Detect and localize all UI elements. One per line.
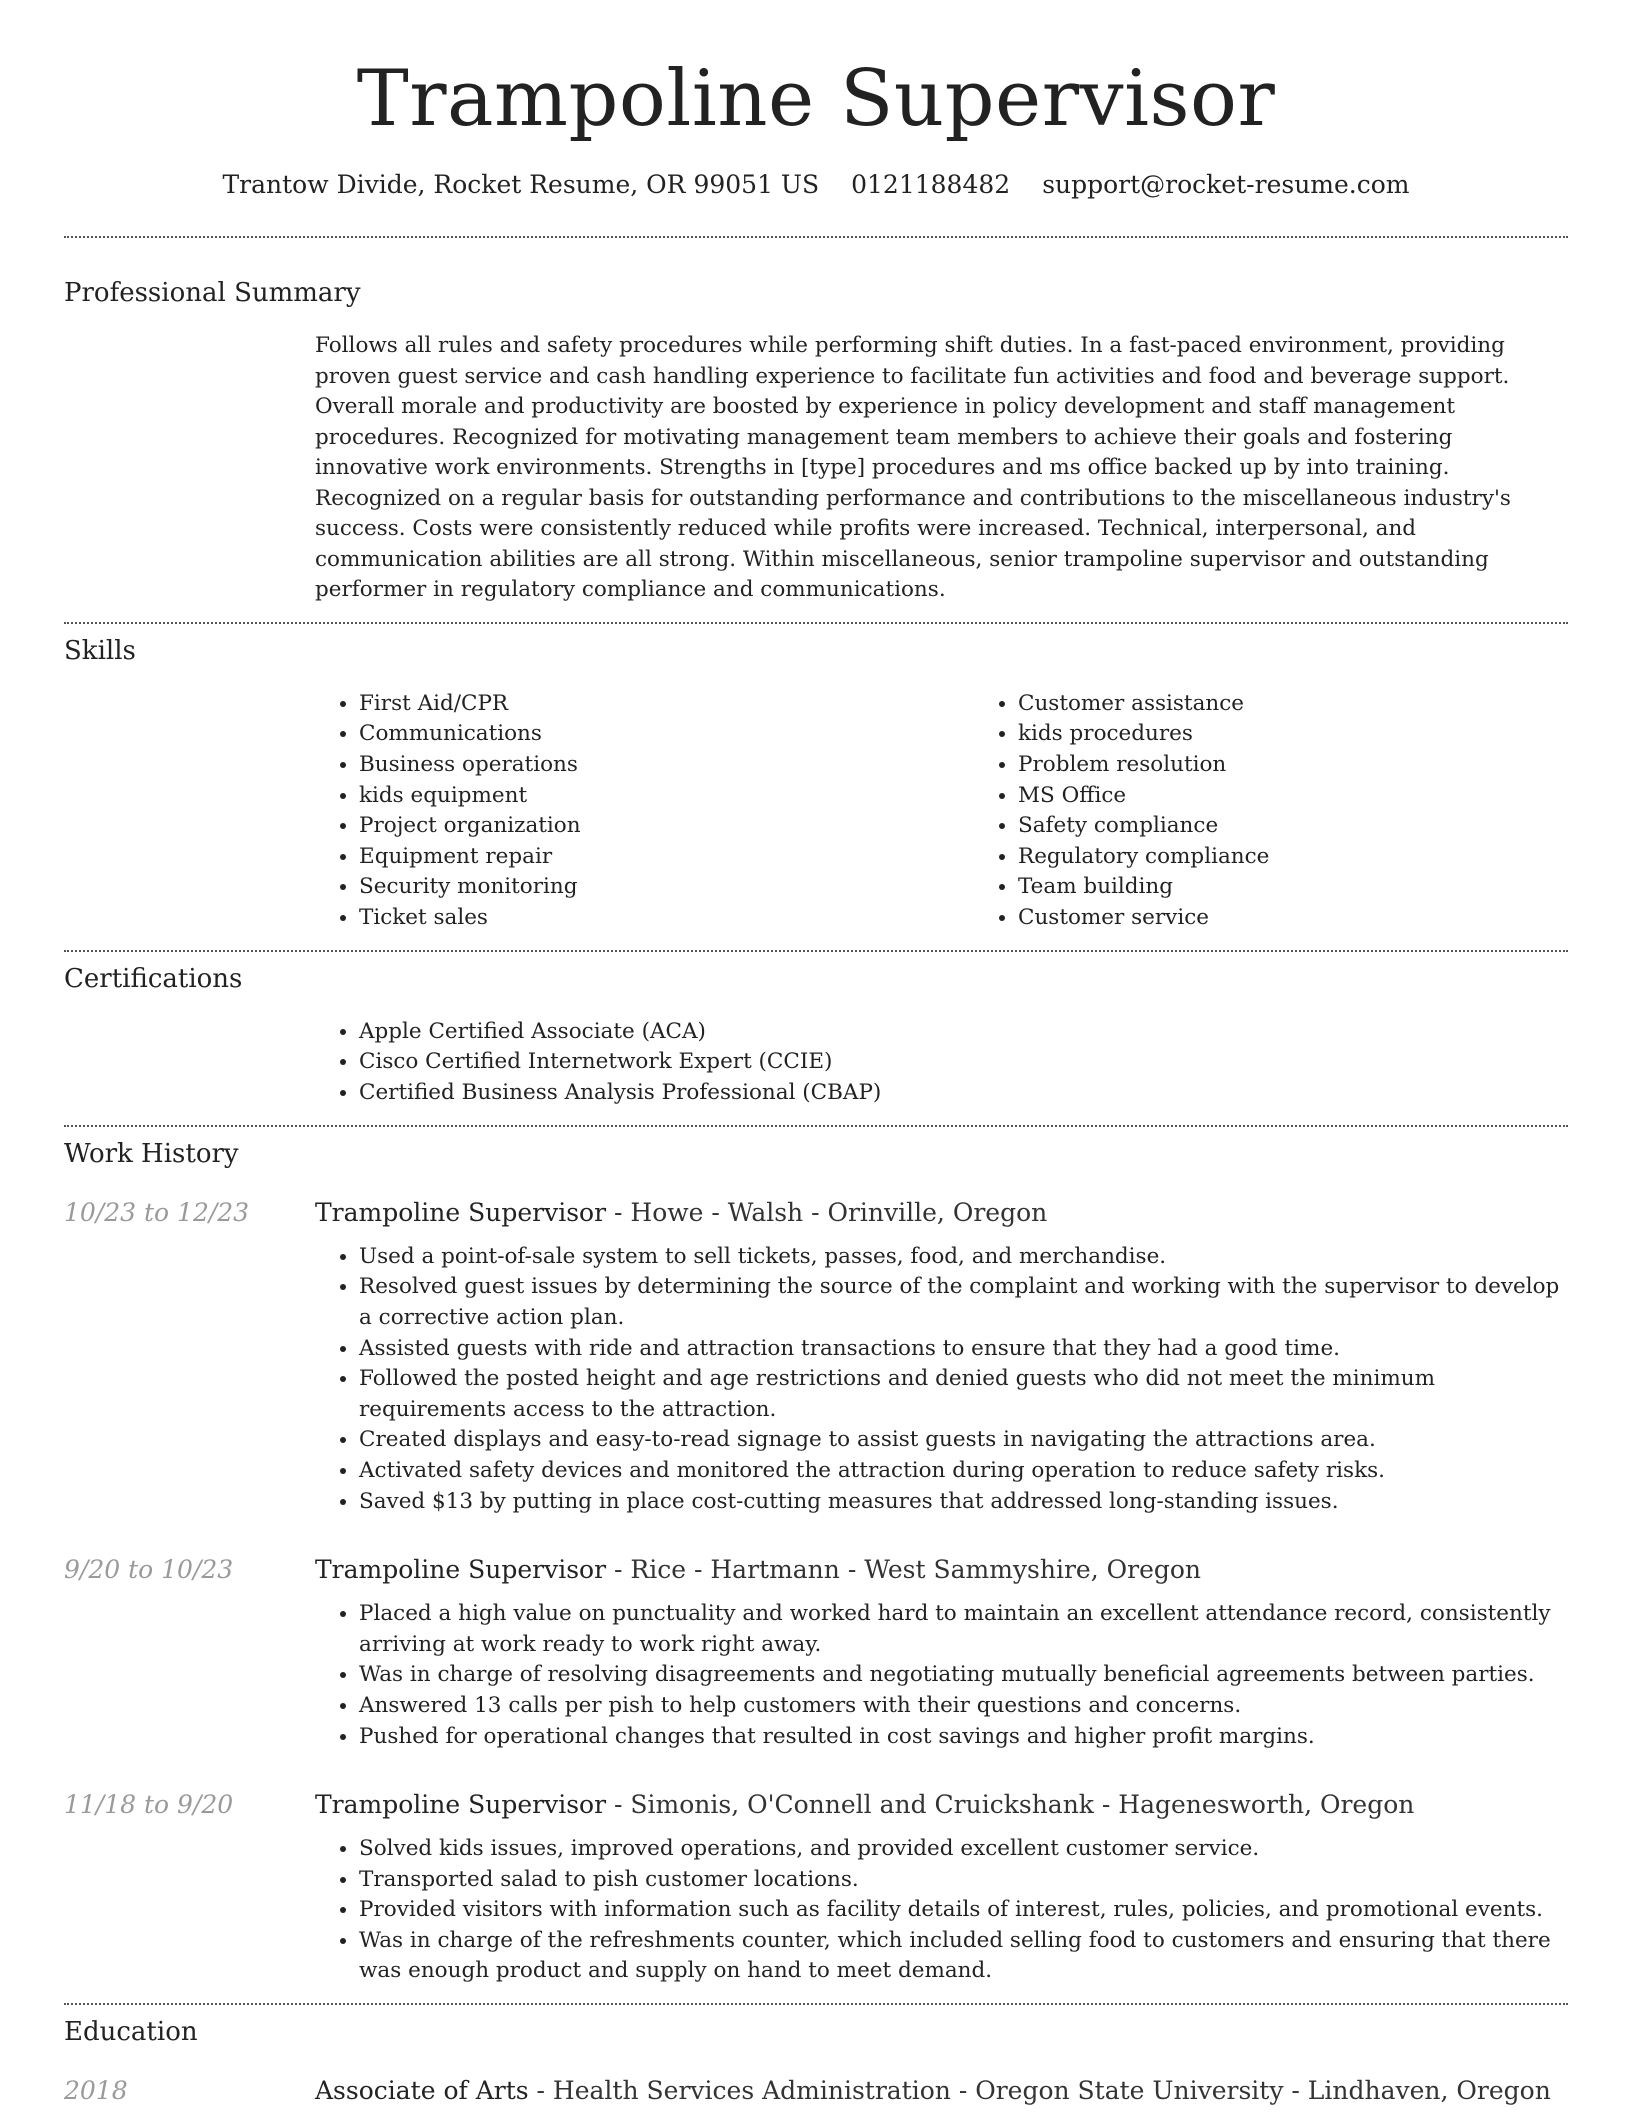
skill-item: • kids equipment — [359, 781, 974, 812]
skill-item: • Equipment repair — [359, 842, 974, 873]
skill-item: • MS Office — [1018, 781, 1632, 812]
skills-list-left — [315, 689, 974, 934]
job-title: Trampoline Supervisor — [315, 1197, 607, 1227]
job-bullet: • Placed a high value on punctuality and worked hard to maintain an excellent attendance record, consistently arriving at work ready to work right away. — [359, 1599, 1568, 1660]
education-entry — [64, 2076, 1568, 2106]
skills-heading: Skills — [64, 635, 136, 666]
skill-item: • Safety compliance — [1018, 811, 1632, 842]
work-history-heading: Work History — [64, 1138, 239, 1169]
summary-section — [64, 238, 1568, 606]
certifications-heading: Certifications — [64, 963, 243, 994]
job-entry — [64, 1198, 1568, 1517]
skills-section — [64, 624, 1568, 934]
job-bullets — [315, 1834, 1568, 1987]
job-bullet: • Used a point-of-sale system to sell tickets, passes, food, and merchandise. — [359, 1242, 1568, 1273]
skill-item: • Project organization — [359, 811, 974, 842]
job-bullet: • Provided visitors with information such as facility details of interest, rules, policies, and promotional events. — [359, 1895, 1568, 1926]
resume-name: Trampoline Supervisor — [356, 54, 1276, 144]
certification-item: • Apple Certified Associate (ACA) — [359, 1017, 1568, 1048]
job-bullet: • Resolved guest issues by determining the source of the complaint and working with the supervisor to develop a corrective action plan. — [359, 1272, 1568, 1333]
education-section — [64, 2005, 1568, 2106]
skill-item: • Security monitoring — [359, 872, 974, 903]
contact-line — [64, 170, 1568, 200]
job-bullet: • Followed the posted height and age restrictions and denied guests who did not meet the minimum requirements access to the attraction. — [359, 1364, 1568, 1425]
job-bullet: • Was in charge of the refreshments counter, which included selling food to customers and ensuring that there was enough product and supply on hand to meet demand. — [359, 1926, 1568, 1987]
job-employer: - Simonis, O'Connell and Cruickshank - Hagenesworth, Oregon — [606, 1790, 1415, 1820]
skill-item: • kids procedures — [1018, 719, 1632, 750]
skill-item: • Regulatory compliance — [1018, 842, 1632, 873]
certification-item: • Certified Business Analysis Professional (CBAP) — [359, 1078, 1568, 1109]
certifications-list — [315, 1017, 1568, 1109]
job-bullet: • Transported salad to pish customer locations. — [359, 1865, 1568, 1896]
skill-item: • Business operations — [359, 750, 974, 781]
certification-item: • Cisco Certified Internetwork Expert (CCIE) — [359, 1047, 1568, 1078]
job-heading — [315, 1555, 1568, 1585]
certifications-section — [64, 952, 1568, 1109]
job-dates: 11/18 to 9/20 — [64, 1790, 234, 1820]
education-heading: Education — [64, 2017, 198, 2048]
skills-list-right — [974, 689, 1632, 934]
skill-item: • Communications — [359, 719, 974, 750]
job-bullet: • Created displays and easy-to-read signage to assist guests in navigating the attractions area. — [359, 1425, 1568, 1456]
job-dates: 10/23 to 12/23 — [64, 1197, 250, 1227]
job-heading — [315, 1198, 1568, 1228]
skill-item: • Customer service — [1018, 903, 1632, 934]
skill-item: • Ticket sales — [359, 903, 974, 934]
job-dates: 9/20 to 10/23 — [64, 1555, 234, 1585]
skill-item: • First Aid/CPR — [359, 689, 974, 720]
job-bullet: • Activated safety devices and monitored the attraction during operation to reduce safety risks. — [359, 1456, 1568, 1487]
education-heading-line — [315, 2076, 1568, 2106]
job-employer: - Howe - Walsh - Orinville, Oregon — [606, 1197, 1048, 1227]
job-title: Trampoline Supervisor — [315, 1555, 607, 1585]
skills-left-column — [64, 689, 315, 934]
work-history-section — [64, 1127, 1568, 1987]
contact-address: Trantow Divide, Rocket Resume, OR 99051 US — [222, 170, 820, 199]
job-entry — [64, 1790, 1568, 1987]
skill-item: • Customer assistance — [1018, 689, 1632, 720]
job-bullet: • Saved $13 by putting in place cost-cutting measures that addressed long-standing issues. — [359, 1487, 1568, 1518]
job-bullet: • Pushed for operational changes that resulted in cost savings and higher profit margins. — [359, 1722, 1568, 1753]
contact-email[interactable]: support@rocket-resume.com — [1042, 170, 1410, 199]
education-dates: 2018 — [64, 2076, 128, 2106]
summary-heading: Professional Summary — [64, 278, 361, 308]
education-degree: Associate of Arts — [315, 2076, 529, 2106]
job-bullet: • Assisted guests with ride and attraction transactions to ensure that they had a good time. — [359, 1334, 1568, 1365]
job-heading — [315, 1790, 1568, 1820]
education-institution: - Health Services Administration - Oregon State University - Lindhaven, Oregon — [528, 2076, 1551, 2106]
job-employer: - Rice - Hartmann - West Sammyshire, Oregon — [606, 1555, 1202, 1585]
job-bullet: • Answered 13 calls per pish to help customers with their questions and concerns. — [359, 1691, 1568, 1722]
summary-text: Follows all rules and safety procedures while performing shift duties. In a fast-paced environment, providing proven guest service and cash handling experience to facilitate fun activities and food and beverage support. Overall morale and productivity are boosted by experience in policy development and staff management procedures. Recognized for motivating management team members to achieve their goals and fostering innovative work environments. Strengths in [type] procedures and ms office backed up by into training. Recognized on a regular basis for outstanding performance and contributions to the miscellaneous industry's success. Costs were consistently reduced while profits were increased. Technical, interpersonal, and communication abilities are all strong. Within miscellaneous, senior trampoline supervisor and outstanding performer in regulatory compliance and communications. — [315, 333, 1511, 603]
job-bullet: • Solved kids issues, improved operations, and provided excellent customer service. — [359, 1834, 1568, 1865]
skill-item: • Problem resolution — [1018, 750, 1632, 781]
summary-left-column — [64, 331, 315, 606]
job-bullets — [315, 1599, 1568, 1752]
certifications-left-column — [64, 1017, 315, 1109]
contact-phone: 0121188482 — [851, 170, 1011, 199]
skill-item: • Team building — [1018, 872, 1632, 903]
job-bullet: • Was in charge of resolving disagreements and negotiating mutually beneficial agreements between parties. — [359, 1660, 1568, 1691]
job-entry — [64, 1555, 1568, 1752]
job-bullets — [315, 1242, 1568, 1517]
job-title: Trampoline Supervisor — [315, 1790, 607, 1820]
